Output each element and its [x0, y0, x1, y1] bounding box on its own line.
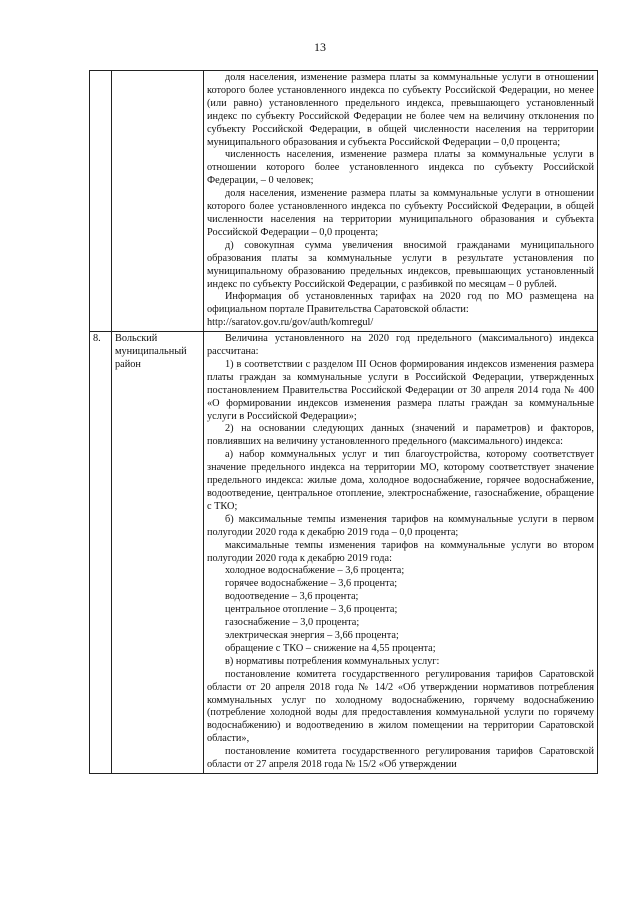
table-row-continued: [90, 71, 598, 332]
paragraph: Величина установленного на 2020 год предельного (максимального) индекса рассчитана:: [207, 333, 594, 358]
paragraph: б) максимальные темпы изменения тарифов на коммунальные услуги в первом полугодии 2020 года к декабрю 2019 года – 0,0 процента;: [207, 513, 594, 538]
table-row-8: [90, 332, 598, 774]
paragraph: Информация об установленных тарифах на 2020 год по МО размещена на официальном портале Правительства Саратовской области:: [207, 291, 594, 316]
paragraph: д) совокупная сумма увеличения вносимой гражданами муниципального образования платы за коммунальные услуги в результате установления по муниципальному образованию предельных индексов, превышающих установленный индекс по субъекту Российской Федерации, с разбивкой по месяцам – 0 рублей.: [207, 239, 594, 290]
content-cell-continued: [204, 71, 598, 332]
row-number-cell-empty: [90, 71, 112, 332]
paragraph: постановление комитета государственного регулирования тарифов Саратовской области от 27 апреля 2018 года № 15/2 «Об утверждении: [207, 746, 594, 771]
paragraph: численность населения, изменение размера платы за коммунальные услуги в отношении которого более установленного индекса по субъекту Российской Федерации, – 0 человек;: [207, 149, 594, 187]
district-name-cell: Вольский муниципальный район: [112, 332, 204, 774]
list-item: газоснабжение – 3,0 процента;: [225, 617, 360, 629]
list-item: электрическая энергия – 3,66 процента;: [225, 629, 399, 641]
list-item: центральное отопление – 3,6 процента;: [225, 604, 398, 616]
district-cell-empty: [112, 71, 204, 332]
row-number-cell: 8.: [90, 332, 112, 774]
content-cell-8: [204, 332, 598, 774]
paragraph: доля населения, изменение размера платы за коммунальные услуги в отношении которого более установленного индекса по субъекту Российской Федерации, в общей численности населения на территории муниципального образования и субъекта Российской Федерации – 0,0 процента;: [207, 188, 594, 238]
paragraph: 1) в соответствии с разделом III Основ формирования индексов изменения размера платы граждан за коммунальные услуги в Российской Федерации, утвержденных постановлением Правительства Российской Федерации от 30 апреля 2014 года № 400 «О формировании индексов изменения размера платы граждан за коммунальные услуги в Российской Федерации»;: [207, 358, 594, 422]
list-item: водоотведение – 3,6 процента;: [225, 591, 359, 603]
paragraph: постановление комитета государственного регулирования тарифов Саратовской области от 20 апреля 2018 года № 14/2 «Об утверждении нормативов потребления коммунальных услуг по холодному водоснабжению, горячему водоснабжению (потребление холодной воды для предоставления коммунальной услуги по горячему водоснабжению) и водоотведению в жилом помещении на территории Саратовской области»,: [207, 668, 594, 745]
list-item: горячее водоснабжение – 3,6 процента;: [225, 578, 398, 590]
list-item: холодное водоснабжение – 3,6 процента;: [225, 565, 405, 577]
list-item: обращение с ТКО – снижение на 4,55 процента;: [225, 642, 436, 654]
paragraph: максимальные темпы изменения тарифов на коммунальные услуги во втором полугодии 2020 года к декабрю 2019 года:: [207, 539, 594, 564]
portal-url[interactable]: http://saratov.gov.ru/gov/auth/komregul/: [207, 317, 374, 329]
page-number: 13: [314, 40, 326, 54]
paragraph: а) набор коммунальных услуг и тип благоустройства, которому соответствует значение предельного индекса на территории МО, которому соответствует значение предельного индекса: жилые дома, холодное водоснабжение, горячее водоснабжение, водоотведение, центральное отопление, электроснабжение, газоснабжение, обращение с ТКО;: [207, 449, 594, 512]
list-item: в) нормативы потребления коммунальных услуг:: [225, 655, 440, 667]
paragraph: 2) на основании следующих данных (значений и параметров) и факторов, повлиявших на величину установленного предельного (максимального) индекса:: [207, 423, 594, 448]
paragraph: доля населения, изменение размера платы за коммунальные услуги в отношении которого более установленного индекса по субъекту Российской Федерации, но менее (или равно) установленного предельного индекса, превышающего установленный индекс по субъекту Российской Федерации не более чем на величину отклонения по субъекту Российской Федерации, в общей численности населения на территории муниципального образования и субъекта Российской Федерации – 0,0 процента;: [207, 72, 594, 148]
document-table: [89, 70, 598, 774]
